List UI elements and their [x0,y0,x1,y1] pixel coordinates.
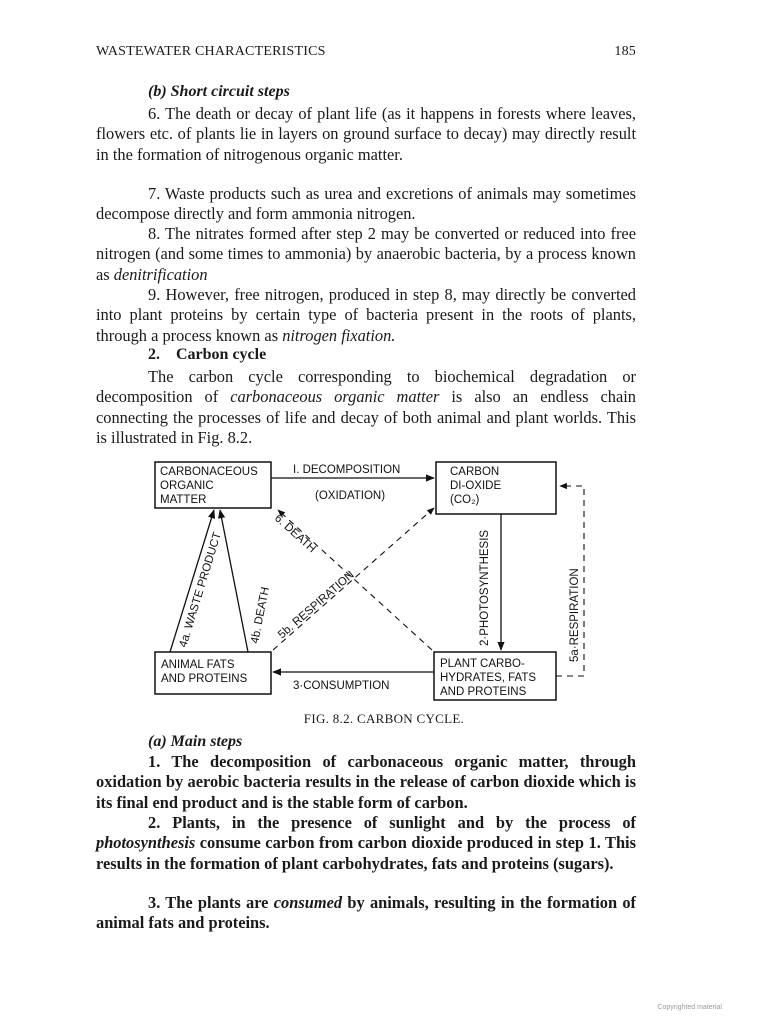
page-number: 185 [614,44,636,59]
step-text: The nitrates formed after step 2 may be converted or reduced into free nitrogen (and some times to ammonia) by anaerobic bacteria, by a process known as [96,224,636,284]
edge-photosynthesis [479,514,501,650]
step-emphasis: nitrogen fixation. [282,325,396,345]
step-9-paragraph [96,285,636,346]
step-text: The decomposition of carbonaceous organic matter, through oxidation by aerobic bacteria results in the release of carbon dioxide which is its final end product and is the stable form of carbon. [96,752,636,812]
edge-label: 3·CONSUMPTION [293,680,390,692]
node-label-line: CARBONACEOUS [160,466,258,478]
main-step-1-paragraph [96,752,636,813]
carbon-cycle-svg [150,458,600,708]
node-label-line: (CO₂) [450,494,480,506]
copyright-watermark: Copyrighted material [657,1004,722,1011]
carbon-cycle-title: Carbon cycle [176,346,267,363]
node-label-line: PLANT CARBO- [440,658,525,670]
step-text-after: consume carbon from carbon dioxide produced in step 1. This results in the formation of plant carbohydrates, fats and proteins (sugars). [96,833,636,873]
intro-text-after: is also an endless chain connecting the processes of life and decay of both animal and plant worlds. This is illustrated in Fig. 8.2. [96,387,636,447]
step-7-paragraph [96,184,636,225]
edge-respiration-5a [556,486,584,676]
step-number: 2. [148,813,161,832]
running-header [96,44,636,60]
edge-death-4b [220,510,272,652]
edge-label: 4b. DEATH [249,586,272,645]
edge-label: 4a. WASTE PRODUCT [177,530,224,649]
short-circuit-label: (b) [148,83,167,100]
figure-caption: FIG. 8.2. CARBON CYCLE. [303,711,465,726]
step-emphasis: photosynthesis [96,833,196,853]
main-step-2-paragraph [96,813,636,874]
step-text-after: by animals, resulting in the formation of animal fats and proteins. [96,893,637,933]
step-text: The death or decay of plant life (as it happens in forests where leaves, flowers etc. of plants lie in layers on ground surface to decay) may directly result in the formation of nitrogenous organic matter. [96,104,636,164]
edge-decomposition [271,464,434,502]
carbon-cycle-number: 2. [148,346,160,363]
short-circuit-title: Short circuit steps [170,83,290,100]
edge-label: 5a·RESPIRATION [569,568,581,662]
node-label-line: CARBON [450,466,500,478]
node-label-line: DI-OXIDE [450,480,502,492]
intro-text: The carbon cycle corresponding to biochemical degradation or decomposition of [96,367,636,407]
node-label-line: MATTER [160,494,207,506]
step-number: 6. [148,104,161,123]
short-circuit-heading [148,83,290,101]
node-organic-matter [155,462,271,508]
edge-label: 5b. RESPIRATION [276,569,357,642]
main-step-3-paragraph [96,893,636,934]
step-emphasis: consumed [273,893,343,912]
edge-waste-product [170,510,224,652]
main-steps-heading [148,733,242,751]
step-8-paragraph [96,224,636,285]
node-animal-fats [155,652,271,694]
carbon-cycle-intro [96,367,636,448]
step-text: The plants are [165,893,274,912]
step-number: 1. [148,752,161,771]
step-number: 3. [148,893,161,912]
step-text: Waste products such as urea and excretions of animals may sometimes decompose directly and form ammonia nitrogen. [96,184,636,224]
main-steps-title: Main steps [170,733,243,750]
running-title: WASTEWATER CHARACTERISTICS [96,44,326,59]
intro-emphasis: carbonaceous organic matter [230,387,440,407]
step-emphasis: denitrification [113,264,208,284]
node-plant-carbohydrates [434,652,556,700]
step-6-paragraph [96,104,636,165]
node-label-line: AND PROTEINS [440,686,527,698]
main-steps-label: (a) [148,733,167,750]
edge-label: 6. DEATH [271,512,318,556]
step-text: Plants, in the presence of sunlight and by the process of [172,813,636,832]
node-label-line: AND PROTEINS [161,673,248,685]
carbon-cycle-diagram [150,458,600,708]
edge-label: 2·PHOTOSYNTHESIS [479,529,491,646]
step-number: 8. [148,224,161,243]
step-text: However, free nitrogen, produced in step 8, may directly be converted into plant proteins by certain type of bacteria present in the roots of plants, through a process known as [96,285,636,345]
step-number: 9. [148,285,161,304]
carbon-cycle-heading [148,346,266,364]
edge-label: I. DECOMPOSITION [293,464,401,476]
node-label-line: HYDRATES, FATS [440,672,537,684]
node-carbon-dioxide [436,462,556,514]
node-label-line: ANIMAL FATS [161,659,235,671]
edge-label: (OXIDATION) [315,490,386,502]
step-number: 7. [148,184,161,203]
node-label-line: ORGANIC [160,480,214,492]
edge-consumption [273,672,434,692]
